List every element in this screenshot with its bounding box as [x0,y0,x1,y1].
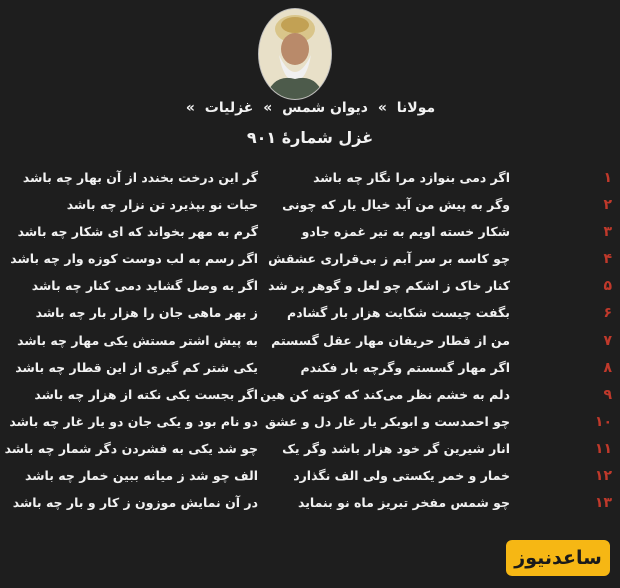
verse-first-hemistich: دلم به خشم نظر می‌کند که کوته کن هین [260,386,510,402]
verse-row [0,491,620,518]
verse-second-hemistich: گرم به مهر بخواند که ای شکار چه باشد [17,224,258,240]
breadcrumb-item-ghazaliat[interactable]: غزلیات [204,100,254,116]
verse-number: ۲ [603,197,612,214]
breadcrumb-separator: » [185,100,195,116]
verse-number: ۱ [603,170,612,186]
breadcrumb-item-molana[interactable]: مولانا [396,100,436,116]
verse-row [0,166,620,193]
verse-second-hemistich: اگر رسم به لب دوست کوزه وار چه باشد [10,251,258,267]
verse-second-hemistich: در آن نمایش موزون ز کار و بار چه باشد [12,495,258,511]
verse-number: ۵ [603,278,612,295]
verse-second-hemistich: اگر بجست یکی نکته از هزار چه باشد [34,386,258,402]
verse-row [0,274,620,301]
verse-first-hemistich: اگر مهار گسستم وگرچه بار فکندم [300,359,510,375]
verse-first-hemistich: کنار خاک ز اشکم چو لعل و گوهر پر شد [268,278,510,294]
verse-row [0,329,620,356]
verse-number: ۴ [603,251,612,268]
verse-row [0,301,620,328]
verse-second-hemistich: ز بهر ماهی جان را هزار بار چه باشد [35,305,258,321]
verse-first-hemistich: اگر دمی بنوازد مرا نگار چه باشد [313,170,510,185]
verse-second-hemistich: یکی شتر کم گیری از این قطار چه باشد [15,359,258,375]
verse-second-hemistich: الف چو شد ز میانه ببین خمار چه باشد [25,468,258,484]
verse-row [0,220,620,247]
verse-number: ۱۱ [594,440,612,457]
verse-first-hemistich: بگفت چیست شکایت هزار بار گشادم [287,305,510,321]
verse-list [0,166,620,518]
verse-number: ۶ [603,305,612,322]
saednews-logo: ساعدنیوز [506,540,610,576]
verse-row [0,437,620,464]
verse-first-hemistich: شکار خسته اویم به تیر غمزه جادو [301,224,510,240]
verse-first-hemistich: خمار و خمر یکستی ولی الف نگذارد [293,468,510,484]
verse-second-hemistich: حیات نو بپذیرد تن نزار چه باشد [66,197,258,213]
verse-first-hemistich: چو شمس مفخر تبریز ماه نو بنماید [298,495,510,511]
verse-second-hemistich: دو نام بود و یکی جان دو یار غار چه باشد [9,413,258,429]
verse-first-hemistich: چو احمدست و ابوبکر یار غار دل و عشق [265,413,510,429]
verse-number: ۹ [603,386,612,403]
breadcrumb [0,100,620,116]
page-title: غزل شمارهٔ ۹۰۱ [246,128,374,147]
verse-row [0,247,620,274]
breadcrumb-separator: » [377,100,387,116]
verse-number: ۸ [603,359,612,376]
verse-second-hemistich: گر این درخت بخندد از آن بهار چه باشد [22,170,258,185]
verse-number: ۷ [603,332,612,349]
verse-number: ۱۰ [594,413,612,430]
verse-second-hemistich: به پیش اشتر مستش یکی مهار چه باشد [17,332,258,348]
verse-second-hemistich: چو شد یکی به فشردن دگر شمار چه باشد [4,440,258,456]
verse-number: ۱۳ [594,495,612,512]
breadcrumb-separator: » [263,100,273,116]
breadcrumb-item-divan[interactable]: دیوان شمس [282,100,368,116]
verse-row [0,410,620,437]
verse-row [0,193,620,220]
verse-second-hemistich: اگر به وصل گشاید دمی کنار چه باشد [31,278,258,294]
verse-first-hemistich: من از قطار حریفان مهار عقل گسستم [271,332,510,348]
verse-row [0,356,620,383]
verse-first-hemistich: وگر به پیش من آید خیال یار که چونی [282,197,510,213]
verse-number: ۳ [603,224,612,241]
verse-row [0,383,620,410]
verse-number: ۱۲ [594,468,612,485]
verse-first-hemistich: چو کاسه بر سر آبم ز بی‌قراری عشقش [268,251,510,267]
verse-row [0,464,620,491]
poet-portrait [258,8,332,100]
verse-first-hemistich: انار شیرین گر خود هزار باشد وگر یک [282,440,510,456]
